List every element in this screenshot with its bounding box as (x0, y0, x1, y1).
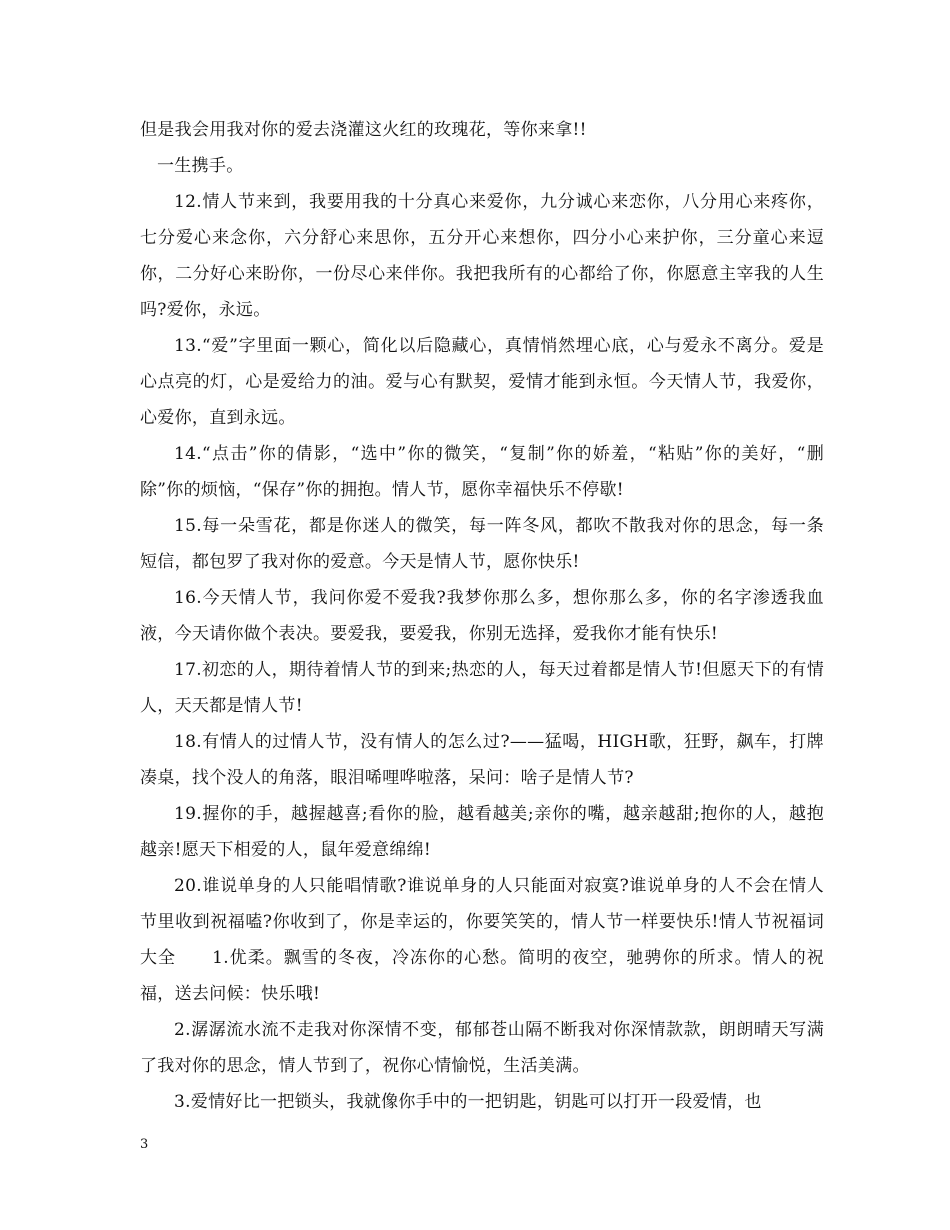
paragraph-15: 15.每一朵雪花，都是你迷人的微笑，每一阵冬风，都吹不散我对你的思念，每一条短信，都包罗了我对你的爱意。今天是情人节，愿你快乐! (140, 516, 824, 572)
paragraph-18: 18.有情人的过情人节，没有情人的怎么过?——猛喝，HIGH歌，狂野，飙车，打牌凑桌，找个没人的角落，眼泪唏哩哗啦落，呆问：啥子是情人节? (140, 732, 824, 788)
paragraph-16: 16.今天情人节，我问你爱不爱我?我梦你那么多，想你那么多，你的名字渗透我血液，今天请你做个表决。要爱我，要爱我，你别无选择，爱我你才能有快乐! (140, 588, 824, 644)
paragraph-20: 20.谁说单身的人只能唱情歌?谁说单身的人只能面对寂寞?谁说单身的人不会在情人节里收到祝福嗑?你收到了，你是幸运的，你要笑笑的，情人节一样要快乐!情人节祝福词大全 1.优柔。飘雪的冬夜，冷冻你的心愁。简明的夜空，驰骋你的所求。情人的祝福，送去问候：快乐哦! (140, 876, 824, 1004)
paragraph-17: 17.初恋的人，期待着情人节的到来;热恋的人，每天过着都是情人节!但愿天下的有情人，天天都是情人节! (140, 660, 824, 716)
paragraph-hand-in-hand: 一生携手。 (157, 156, 244, 176)
paragraph-12: 12.情人节来到，我要用我的十分真心来爱你，九分诚心来恋你，八分用心来疼你，七分爱心来念你，六分舒心来思你，五分开心来想你，四分小心来护你，三分童心来逗你，二分好心来盼你，一份尽心来伴你。我把我所有的心都给了你，你愿意主宰我的人生吗?爱你，永远。 (140, 192, 824, 320)
paragraph-2: 2.潺潺流水流不走我对你深情不变，郁郁苍山隔不断我对你深情款款，朗朗晴天写满了我对你的思念，情人节到了，祝你心情愉悦，生活美满。 (140, 1020, 824, 1076)
paragraph-rose-continuation: 但是我会用我对你的爱去浇灌这火红的玫瑰花，等你来拿!! (140, 120, 587, 140)
paragraph-19: 19.握你的手，越握越喜;看你的脸，越看越美;亲你的嘴，越亲越甜;抱你的人，越抱越亲!愿天下相爱的人，鼠年爱意绵绵! (140, 804, 824, 860)
document-body (140, 112, 824, 1120)
paragraph-14: 14.“点击”你的倩影，“选中”你的微笑，“复制”你的娇羞，“粘贴”你的美好，“删除”你的烦恼，“保存”你的拥抱。情人节，愿你幸福快乐不停歇! (140, 444, 824, 500)
paragraph-3: 3.爱情好比一把锁头，我就像你手中的一把钥匙，钥匙可以打开一段爱情，也 (174, 1092, 762, 1112)
paragraph-13: 13.“爱”字里面一颗心，简化以后隐藏心，真情悄然埋心底，心与爱永不离分。爱是心点亮的灯，心是爱给力的油。爱与心有默契，爱情才能到永恒。今天情人节，我爱你，心爱你，直到永远。 (140, 336, 824, 428)
page-number: 3 (140, 1137, 149, 1152)
